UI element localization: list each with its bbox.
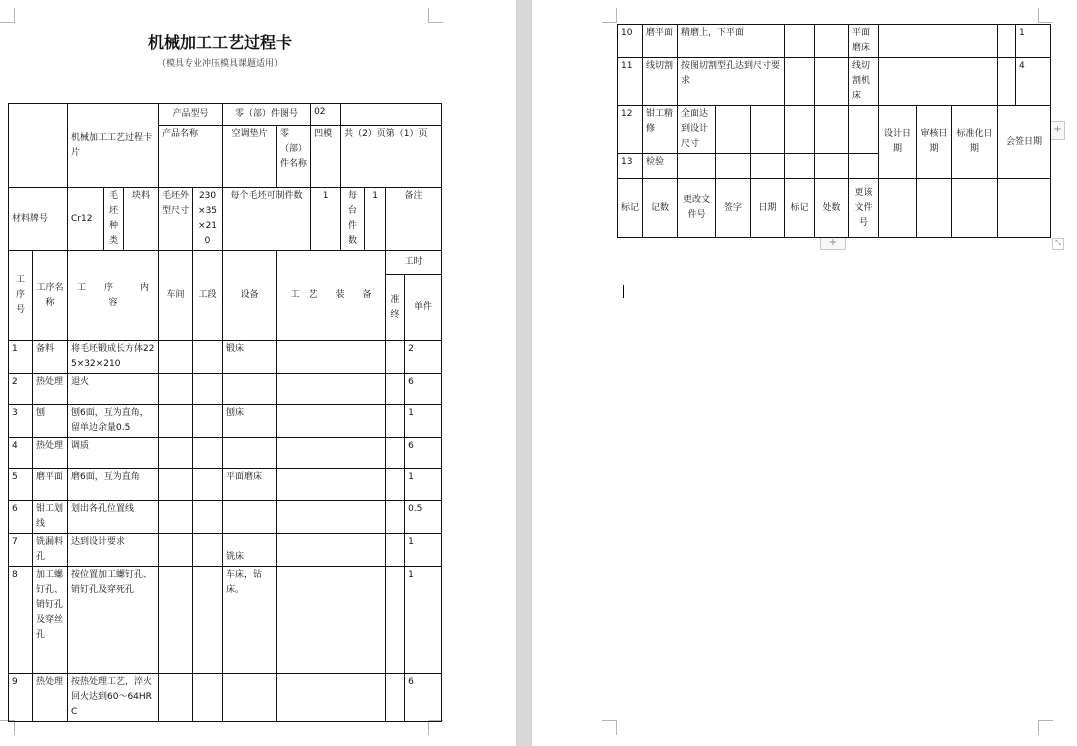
crop-mark [1038,8,1053,23]
op-tooling [277,674,386,722]
op-content-extra [716,106,751,154]
op-no: 8 [9,567,33,674]
material-grade-label: 材料牌号 [9,188,68,251]
op-unit: 6 [405,374,442,405]
op-content: 退火 [68,374,159,405]
part-name-label: 零（部）件名称 [277,126,311,188]
col-unit-time: 单件 [405,275,442,341]
table-row[interactable] [9,405,442,438]
document-subtitle: （模具专业冲压模具课题适用） [156,59,283,69]
op-no: 7 [9,534,33,567]
col-equipment: 设备 [223,251,277,341]
op-name: 加工螺钉孔、销钉孔及穿丝孔 [33,567,68,674]
op-content [678,154,716,179]
op-workshop [159,674,193,722]
op-equipment: 铣床 [223,534,277,567]
col-workshop: 车间 [159,251,193,341]
text-cursor [623,285,624,298]
material-grade[interactable]: Cr12 [68,188,104,251]
op-tooling [879,58,998,106]
op-content: 达到设计要求 [68,534,159,567]
op-prep [386,674,405,722]
op-workshop [159,469,193,501]
op-content: 将毛坯锻成长方体225×32×210 [68,341,159,374]
table-row[interactable] [9,469,442,501]
product-name[interactable]: 空调垫片 [223,126,277,188]
op-section [193,534,223,567]
op-name: 磨平面 [33,469,68,501]
op-name: 备料 [33,341,68,374]
revision-count-label: 记数 [643,179,678,238]
op-equipment [223,674,277,722]
op-equipment: 线切割机床 [849,58,879,106]
table-row[interactable] [9,438,442,469]
remark-label: 备注 [386,188,442,251]
op-name: 检验 [643,154,678,179]
op-prep [386,567,405,674]
op-name: 钳工精修 [643,106,678,154]
op-prep [386,534,405,567]
op-content: 调质 [68,438,159,469]
op-equipment [223,501,277,534]
op-section [815,58,849,106]
op-workshop [159,341,193,374]
op-no: 11 [618,58,643,106]
process-card-table[interactable] [8,103,442,722]
op-equipment: 刨床 [223,405,277,438]
op-content: 按图切割型孔达到尺寸要求 [678,58,785,106]
op-prep [386,405,405,438]
add-column-button[interactable]: + [1051,121,1065,140]
op-prep [386,501,405,534]
op-workshop [785,25,815,58]
op-no: 9 [9,674,33,722]
table-row[interactable] [9,567,442,674]
op-content: 刨6面，互为直角，留单边余量0.5 [68,405,159,438]
op-tooling [277,438,386,469]
op-name: 刨 [33,405,68,438]
design-date-label: 设计日期 [879,106,917,179]
countersign-date-label: 会签日期 [998,106,1051,179]
op-workshop [159,405,193,438]
header-blank [9,104,68,188]
blank-size[interactable]: 230×35×210 [193,188,223,251]
op-unit: 6 [405,438,442,469]
op-no: 5 [9,469,33,501]
op-no: 1 [9,341,33,374]
col-op-name: 工序名称 [33,251,68,341]
op-equipment: 平面磨床 [849,25,879,58]
op-tooling [277,405,386,438]
op-section [193,469,223,501]
op-equipment-1 [815,106,849,154]
crop-mark [0,720,15,735]
add-row-button[interactable]: + [820,238,846,250]
op-section [193,674,223,722]
table-row[interactable] [9,341,442,374]
revision-mark2-label: 标记 [785,179,815,238]
operations-page-1 [9,341,442,722]
op-name: 磨平面 [643,25,678,58]
signoff-cell[interactable] [952,179,998,238]
op-prep [386,438,405,469]
op-unit: 6 [405,674,442,722]
op-tooling [277,341,386,374]
op-unit: 4 [1016,58,1051,106]
op-equipment: 车床，钻床。 [223,567,277,674]
pieces-per-blank-label: 每个毛坯可制件数 [223,188,311,251]
op-equipment: 锻床 [223,341,277,374]
table-row[interactable] [618,25,1051,58]
op-section [193,374,223,405]
table-row[interactable] [9,501,442,534]
part-name[interactable]: 凹模 [311,126,341,188]
op-tooling [277,501,386,534]
op-content: 全面达到设计尺寸 [678,106,716,154]
op-no: 2 [9,374,33,405]
table-row[interactable] [618,58,1051,106]
product-name-label: 产品名称 [159,126,223,188]
op-tooling [277,374,386,405]
col-hours: 工时 [386,251,442,275]
standardization-date-label: 标准化日期 [952,106,998,179]
op-name: 钳工划线 [33,501,68,534]
blank-type-label: 毛坯种类 [104,188,124,251]
table-resize-handle[interactable]: ⤡ [1052,238,1064,250]
process-card-table-continued[interactable] [617,24,1051,238]
per-unit-label: 每台件数 [341,188,365,251]
op-no: 12 [618,106,643,154]
op-no: 13 [618,154,643,179]
op-section [785,154,815,179]
op-workshop [159,501,193,534]
part-drawing-no[interactable]: 02 [311,104,341,126]
op-tooling [277,567,386,674]
op-name: 铣漏料孔 [33,534,68,567]
blank-type[interactable]: 块料 [124,188,159,251]
op-no: 6 [9,501,33,534]
op-content: 按热处理工艺，淬火回火达到60～64HRC [68,674,159,722]
op-section [193,438,223,469]
signoff-cell[interactable] [998,179,1051,238]
op-content: 精磨上，下平面 [678,25,785,58]
op-section [193,341,223,374]
op-equipment: 平面磨床 [223,469,277,501]
op-prep [386,469,405,501]
op-equipment-2 [849,154,879,179]
revision-signature-label: 签字 [716,179,751,238]
blank-size-label: 毛坯外型尺寸 [159,188,193,251]
op-unit: 1 [405,534,442,567]
table-row[interactable] [618,106,1051,154]
op-workshop [751,154,785,179]
part-drawing-no-label: 零（部）件图号 [223,104,311,126]
review-date-label: 审核日期 [917,106,952,179]
op-workshop [159,374,193,405]
op-content: 磨6面，互为直角 [68,469,159,501]
op-no: 4 [9,438,33,469]
op-name: 热处理 [33,374,68,405]
col-op-content: 工 序 内 容 [68,251,159,341]
op-content: 按位置加工螺钉孔、销钉孔及穿死孔 [68,567,159,674]
revision-mark-label: 标记 [618,179,643,238]
op-unit: 0.5 [405,501,442,534]
op-name: 热处理 [33,438,68,469]
op-workshop [159,567,193,674]
col-prep-time: 准终 [386,275,405,341]
per-unit[interactable]: 1 [365,188,386,251]
op-workshop [785,58,815,106]
op-name: 热处理 [33,674,68,722]
table-row[interactable] [9,374,442,405]
card-name: 机械加工工艺过程卡片 [68,104,159,188]
op-content-extra [716,154,751,179]
op-section [193,405,223,438]
op-unit: 1 [405,405,442,438]
op-prep [386,374,405,405]
op-tooling [277,469,386,501]
revision-change-doc2-label: 更该文件号 [849,179,879,238]
crop-mark [1038,720,1053,735]
op-section [815,25,849,58]
op-no: 10 [618,25,643,58]
op-unit: 1 [405,567,442,674]
op-tooling [879,25,998,58]
op-unit: 1 [1016,25,1051,58]
op-equipment-1 [815,154,849,179]
op-prep [386,341,405,374]
crop-mark [428,720,443,735]
op-workshop [159,534,193,567]
document-title: 机械加工工艺过程卡 [147,33,292,52]
op-content: 划出各孔位置线 [68,501,159,534]
col-op-no: 工序号 [9,251,33,341]
crop-mark [602,720,617,735]
table-row[interactable] [9,674,442,722]
page-1 [0,0,516,746]
op-no: 3 [9,405,33,438]
op-equipment [223,374,277,405]
revision-change-doc-label: 更改文件号 [678,179,716,238]
pieces-per-blank[interactable]: 1 [311,188,341,251]
op-prep [998,58,1016,106]
revision-row[interactable] [618,179,1051,238]
op-unit: 1 [405,469,442,501]
product-model-label: 产品型号 [159,104,223,126]
op-section [193,567,223,674]
page-count: 共（2）页第（1）页 [341,126,442,188]
revision-places-label: 处数 [815,179,849,238]
op-unit: 2 [405,341,442,374]
col-tooling: 工 艺 装 备 [277,251,386,341]
op-workshop [751,106,785,154]
crop-mark [602,8,617,23]
crop-mark [428,8,443,23]
blank-cell[interactable] [341,104,442,126]
op-section [193,501,223,534]
page-gap [516,0,532,746]
op-equipment-2 [849,106,879,154]
revision-date-label: 日期 [751,179,785,238]
op-name: 线切割 [643,58,678,106]
signoff-cell[interactable] [879,179,917,238]
op-tooling [277,534,386,567]
table-row[interactable] [9,534,442,567]
op-workshop [159,438,193,469]
op-section [785,106,815,154]
op-prep [998,25,1016,58]
op-equipment [223,438,277,469]
signoff-cell[interactable] [917,179,952,238]
crop-mark [0,8,15,23]
col-section: 工段 [193,251,223,341]
